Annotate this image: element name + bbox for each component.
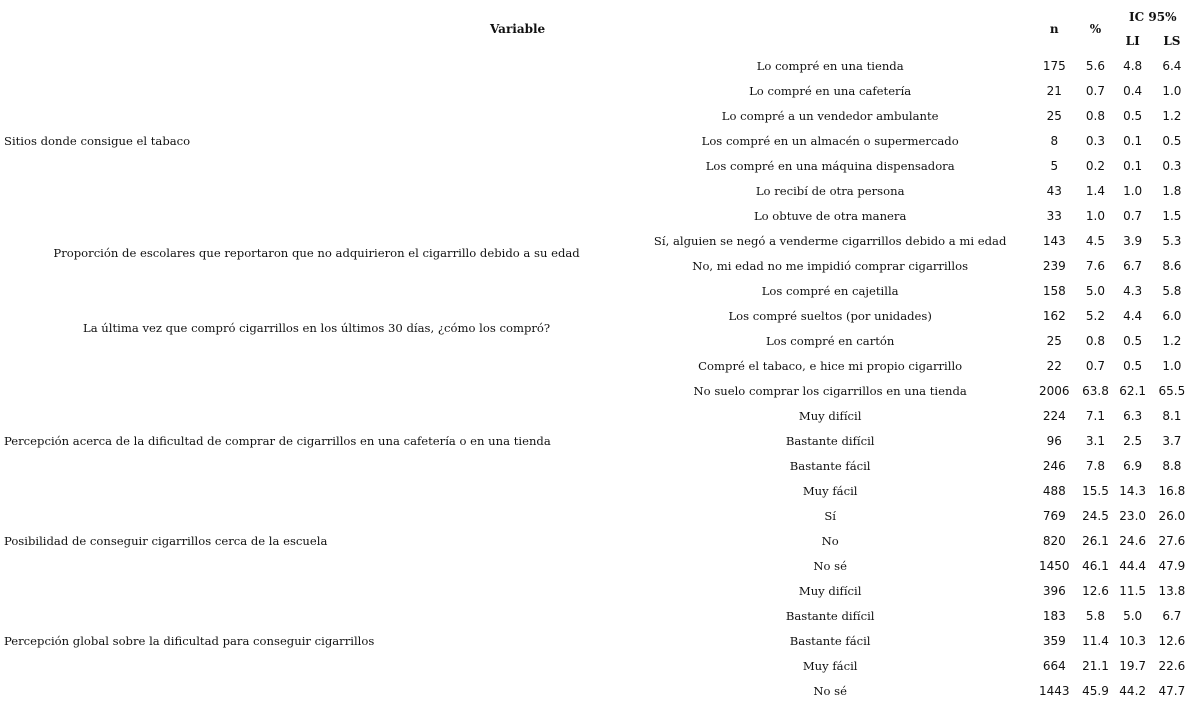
n-value: 769 — [1042, 508, 1066, 523]
li-value: 44.2 — [1119, 683, 1147, 698]
header-ls: LS — [1163, 34, 1181, 48]
n-value: 5 — [1050, 158, 1059, 173]
percent-value: 46.1 — [1082, 558, 1109, 573]
category-label: Sí, alguien se negó a venderme cigarrillos debido a mi edad — [653, 233, 1007, 248]
ls-value: 12.6 — [1158, 633, 1186, 648]
n-value: 488 — [1042, 483, 1066, 498]
percent-value: 7.6 — [1085, 258, 1106, 273]
variable-label: Proporción de escolares que reportaron que no adquirieron el cigarrillo debido a su edad — [53, 246, 580, 260]
li-value: 11.5 — [1119, 583, 1147, 598]
category-label: Muy fácil — [802, 483, 858, 498]
ls-value: 5.3 — [1162, 233, 1182, 248]
ls-value: 22.6 — [1158, 658, 1186, 673]
category-label: Sí — [824, 508, 836, 523]
category-label: Muy fácil — [802, 658, 858, 673]
category-label: Muy difícil — [798, 408, 862, 423]
li-value: 44.4 — [1119, 558, 1147, 573]
li-value: 24.6 — [1119, 533, 1147, 548]
category-label: Bastante fácil — [789, 458, 871, 473]
ls-value: 47.7 — [1158, 683, 1186, 698]
category-label: Lo obtuve de otra manera — [753, 208, 907, 223]
header-percent: % — [1089, 21, 1102, 36]
n-value: 33 — [1046, 208, 1062, 223]
n-value: 224 — [1042, 408, 1066, 423]
li-value: 0.1 — [1123, 133, 1143, 148]
header-ic95: IC 95% — [1129, 9, 1177, 24]
li-value: 4.8 — [1123, 58, 1143, 73]
n-value: 1443 — [1039, 683, 1070, 698]
ls-value: 1.8 — [1162, 183, 1182, 198]
ls-value: 8.8 — [1162, 458, 1182, 473]
table-row — [4, 503, 1192, 528]
ls-value: 0.3 — [1162, 158, 1182, 173]
n-value: 21 — [1046, 83, 1062, 98]
n-value: 246 — [1042, 458, 1066, 473]
ls-value: 1.0 — [1162, 83, 1182, 98]
percent-value: 26.1 — [1082, 533, 1109, 548]
li-value: 0.7 — [1123, 208, 1143, 223]
table-row — [4, 278, 1192, 303]
n-value: 2006 — [1039, 383, 1070, 398]
n-value: 43 — [1046, 183, 1062, 198]
li-value: 0.5 — [1123, 358, 1143, 373]
category-label: Lo compré en una tienda — [756, 58, 904, 73]
percent-value: 11.4 — [1082, 633, 1109, 648]
li-value: 6.9 — [1123, 458, 1143, 473]
percent-value: 5.0 — [1085, 283, 1106, 298]
ls-value: 6.7 — [1162, 608, 1182, 623]
li-value: 6.7 — [1123, 258, 1143, 273]
table-row — [4, 378, 1192, 403]
table-row — [4, 578, 1192, 603]
ls-value: 27.6 — [1158, 533, 1186, 548]
category-label: Muy difícil — [798, 583, 862, 598]
n-value: 25 — [1046, 108, 1062, 123]
n-value: 22 — [1046, 358, 1062, 373]
li-value: 4.4 — [1123, 308, 1143, 323]
li-value: 0.1 — [1123, 158, 1143, 173]
n-value: 820 — [1042, 533, 1066, 548]
n-value: 239 — [1042, 258, 1066, 273]
li-value: 0.4 — [1123, 83, 1143, 98]
header-n: n — [1049, 21, 1059, 36]
variable-label: Sitios donde consigue el tabaco — [4, 133, 191, 148]
li-value: 19.7 — [1119, 658, 1147, 673]
category-label: Bastante difícil — [785, 433, 875, 448]
results-table — [4, 4, 1192, 703]
ls-value: 3.7 — [1162, 433, 1182, 448]
table-row — [4, 53, 1192, 78]
category-label: No — [821, 533, 839, 548]
li-value: 0.5 — [1123, 333, 1143, 348]
category-label: Lo compré a un vendedor ambulante — [721, 108, 939, 123]
category-label: Compré el tabaco, e hice mi propio cigarrillo — [698, 358, 963, 373]
percent-value: 1.4 — [1085, 183, 1106, 198]
header-variable: Variable — [489, 21, 546, 36]
percent-value: 0.8 — [1085, 108, 1106, 123]
n-value: 183 — [1042, 608, 1066, 623]
table-row — [4, 228, 1192, 253]
percent-value: 12.6 — [1082, 583, 1109, 598]
ls-value: 26.0 — [1158, 508, 1186, 523]
li-value: 5.0 — [1123, 608, 1143, 623]
category-label: No sé — [813, 683, 847, 698]
ls-value: 65.5 — [1158, 383, 1186, 398]
category-label: Los compré en cartón — [765, 333, 895, 348]
percent-value: 7.8 — [1085, 458, 1106, 473]
category-label: Bastante fácil — [789, 633, 871, 648]
category-label: Lo recibí de otra persona — [755, 183, 905, 198]
percent-value: 1.0 — [1085, 208, 1106, 223]
table-body — [4, 53, 1192, 703]
n-value: 162 — [1042, 308, 1066, 323]
ls-value: 8.6 — [1162, 258, 1182, 273]
ls-value: 16.8 — [1158, 483, 1186, 498]
n-value: 1450 — [1039, 558, 1070, 573]
ls-value: 1.2 — [1162, 108, 1182, 123]
category-label: Los compré en cajetilla — [761, 283, 899, 298]
variable-label: Posibilidad de conseguir cigarrillos cerca de la escuela — [4, 533, 328, 548]
variable-label: Percepción global sobre la dificultad para conseguir cigarrillos — [4, 633, 375, 648]
ls-value: 5.8 — [1162, 283, 1182, 298]
percent-value: 0.7 — [1085, 83, 1106, 98]
li-value: 2.5 — [1123, 433, 1143, 448]
li-value: 14.3 — [1119, 483, 1147, 498]
category-label: Bastante difícil — [785, 608, 875, 623]
variable-label: La última vez que compró cigarrillos en los últimos 30 días, ¿cómo los compró? — [83, 321, 551, 335]
n-value: 158 — [1042, 283, 1066, 298]
n-value: 664 — [1042, 658, 1066, 673]
percent-value: 24.5 — [1082, 508, 1109, 523]
ls-value: 0.5 — [1162, 133, 1182, 148]
ls-value: 8.1 — [1162, 408, 1182, 423]
percent-value: 5.6 — [1085, 58, 1106, 73]
percent-value: 5.8 — [1085, 608, 1106, 623]
ls-value: 6.4 — [1162, 58, 1182, 73]
ls-value: 1.5 — [1162, 208, 1182, 223]
ls-value: 6.0 — [1162, 308, 1182, 323]
ls-value: 47.9 — [1158, 558, 1186, 573]
li-value: 1.0 — [1123, 183, 1143, 198]
category-label: Los compré en una máquina dispensadora — [705, 158, 955, 173]
percent-value: 0.3 — [1085, 133, 1106, 148]
percent-value: 7.1 — [1085, 408, 1106, 423]
category-label: No, mi edad no me impidió comprar cigarrillos — [692, 258, 969, 273]
percent-value: 63.8 — [1082, 383, 1109, 398]
ls-value: 1.0 — [1162, 358, 1182, 373]
n-value: 396 — [1042, 583, 1066, 598]
header-li: LI — [1125, 34, 1140, 48]
percent-value: 0.2 — [1085, 158, 1106, 173]
percent-value: 15.5 — [1082, 483, 1109, 498]
n-value: 25 — [1046, 333, 1062, 348]
n-value: 8 — [1050, 133, 1059, 148]
category-label: No sé — [813, 558, 847, 573]
li-value: 10.3 — [1119, 633, 1147, 648]
ls-value: 13.8 — [1158, 583, 1186, 598]
variable-label: Percepción acerca de la dificultad de comprar de cigarrillos en una cafetería o en una tienda — [4, 433, 551, 448]
percent-value: 4.5 — [1085, 233, 1106, 248]
percent-value: 0.8 — [1085, 333, 1106, 348]
li-value: 62.1 — [1119, 383, 1147, 398]
category-label: No suelo comprar los cigarrillos en una tienda — [693, 383, 967, 398]
n-value: 359 — [1042, 633, 1066, 648]
ls-value: 1.2 — [1162, 333, 1182, 348]
percent-value: 5.2 — [1085, 308, 1106, 323]
category-label: Lo compré en una cafetería — [749, 83, 912, 98]
n-value: 175 — [1042, 58, 1066, 73]
li-value: 23.0 — [1119, 508, 1147, 523]
percent-value: 0.7 — [1085, 358, 1106, 373]
n-value: 143 — [1042, 233, 1066, 248]
li-value: 3.9 — [1123, 233, 1143, 248]
category-label: Los compré en un almacén o supermercado — [701, 133, 959, 148]
n-value: 96 — [1046, 433, 1062, 448]
percent-value: 3.1 — [1085, 433, 1106, 448]
percent-value: 21.1 — [1082, 658, 1109, 673]
category-label: Los compré sueltos (por unidades) — [728, 308, 932, 323]
percent-value: 45.9 — [1082, 683, 1109, 698]
li-value: 0.5 — [1123, 108, 1143, 123]
li-value: 4.3 — [1123, 283, 1143, 298]
li-value: 6.3 — [1123, 408, 1143, 423]
